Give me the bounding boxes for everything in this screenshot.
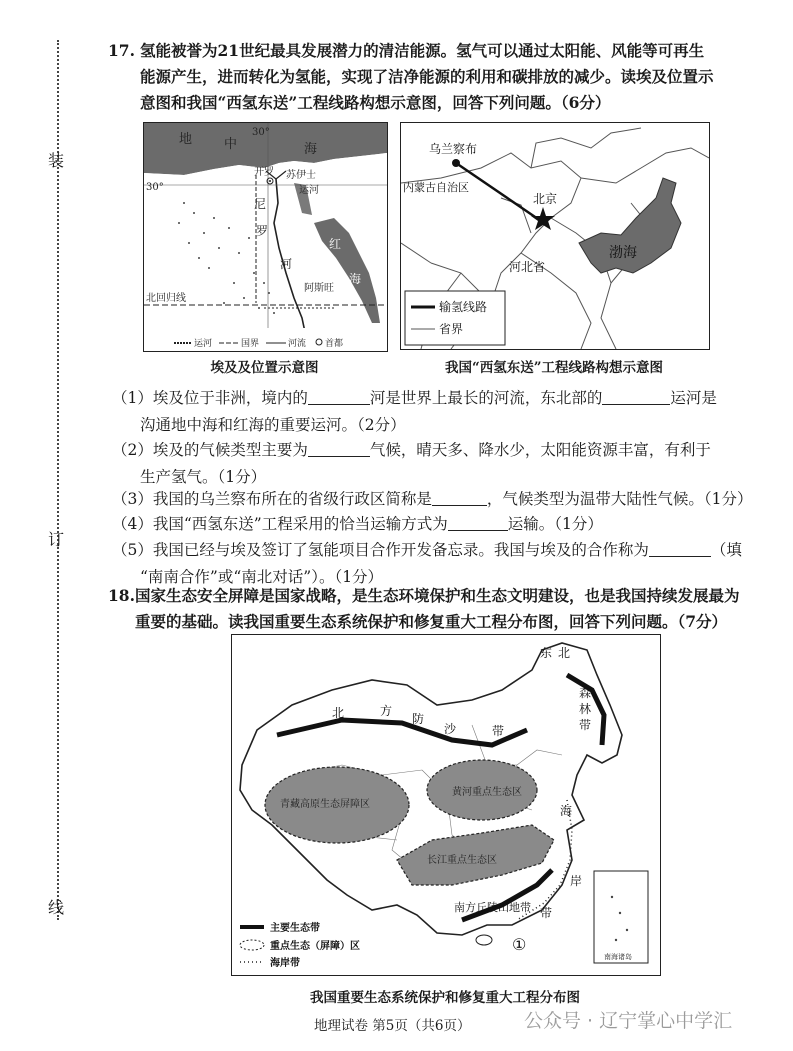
q17-1-text-d: 沟通地中海和红海的重要运河。（2分） xyxy=(140,416,406,434)
q17-3-text-a: （3）我国的乌兰察布所在的省级行政区简称是 xyxy=(112,490,432,508)
q17-2-blank[interactable] xyxy=(308,440,370,457)
west-hydrogen-east-map xyxy=(400,122,710,350)
q17-4-blank[interactable] xyxy=(448,514,508,531)
eco-legend-main-belt: 主要生态带 xyxy=(270,923,320,934)
q17-2-text-c: 生产氢气。（1分） xyxy=(140,468,267,486)
eco-legend-coast-belt: 海岸带 xyxy=(270,958,300,969)
q17-sub2 xyxy=(112,437,762,491)
egypt-label-hai2: 海 xyxy=(349,272,362,286)
eco-label-coast-2: 岸 xyxy=(570,874,583,888)
q18-intro-line: 国家生态安全屏障是国家战略，是生态环境保护和生态文明建设，也是我国持续发展最为 xyxy=(135,586,740,605)
q17-intro-line: 氢能被誉为21世纪最具发展潜力的清洁能源。氢气可以通过太阳能、风能等可再生 xyxy=(140,41,705,60)
q17-1-blank-b[interactable] xyxy=(602,388,670,405)
q17-sub4 xyxy=(112,511,762,538)
q17-5-blank[interactable] xyxy=(649,540,711,557)
egypt-label-hai: 海 xyxy=(304,142,318,157)
eco-label-north-belt-4: 沙 xyxy=(444,722,457,736)
egypt-label-cairo: 开罗 xyxy=(254,167,274,178)
egypt-label-luo: 罗 xyxy=(256,224,269,238)
china-label-inner-mongolia: 内蒙古自治区 xyxy=(403,181,469,194)
egypt-label-hong: 红 xyxy=(329,237,342,251)
eco-label-north-belt-3: 防 xyxy=(412,712,425,726)
q17-number: 17. xyxy=(108,41,135,60)
egypt-location-map xyxy=(143,122,388,352)
eco-label-southern-hills: 南方丘陵山地带 xyxy=(454,901,531,914)
eco-label-north-belt-5: 带 xyxy=(492,724,505,738)
q18-intro-line: 重要的基础。读我国重要生态系统保护和修复重大工程分布图，回答下列问题。（7分） xyxy=(135,612,728,631)
q17-5-text-c: “南南合作”或“南北对话”）。（1分） xyxy=(140,568,384,586)
q17-1-text-a: （1）埃及位于非洲，境内的 xyxy=(112,389,308,407)
egypt-legend-river: 河流 xyxy=(288,339,307,349)
china-hydrogen-map-svg xyxy=(401,123,709,349)
china-label-bohai: 渤海 xyxy=(609,245,637,261)
q17-1-text-b: 河是世界上最长的河流，东北部的 xyxy=(369,389,603,407)
eco-label-qinghai-tibet: 青藏高原生态屏障区 xyxy=(280,799,370,810)
ecology-project-map xyxy=(231,634,661,976)
eco-label-ne-belt-3: 森 xyxy=(579,686,592,700)
egypt-label-tropic: 北回归线 xyxy=(146,293,186,304)
eco-label-ne-belt-2: 北 xyxy=(558,646,571,660)
eco-legend-key-zone: 重点生态（屏障）区 xyxy=(270,941,360,952)
egypt-legend-canal: 运河 xyxy=(194,339,213,349)
egypt-map-svg xyxy=(144,123,387,351)
ecology-map-caption: 我国重要生态系统保护和修复重大工程分布图 xyxy=(310,990,580,1006)
binding-char-ding: 订 xyxy=(48,530,65,549)
egypt-label-yunhe: 运河 xyxy=(299,185,319,196)
china-label-ulanqab: 乌兰察布 xyxy=(429,142,478,156)
eco-label-coast-3: 带 xyxy=(540,906,553,920)
q18-intro xyxy=(135,583,775,635)
q17-intro-line: 意图和我国“西氢东送”工程线路构想示意图，回答下列问题。（6分） xyxy=(140,93,611,112)
q17-intro-line: 能源产生，进而转化为氢能，实现了洁净能源的利用和碳排放的减少。读埃及位置示 xyxy=(140,67,714,86)
q17-2-text-a: （2）埃及的气候类型主要为 xyxy=(112,441,308,459)
eco-label-yangtze: 长江重点生态区 xyxy=(427,855,497,866)
eco-label-ne-belt-5: 带 xyxy=(579,718,592,732)
q17-3-blank[interactable] xyxy=(432,489,487,506)
q17-5-text-a: （5）我国已经与埃及签订了氢能项目合作开发备忘录。我国与埃及的合作称为 xyxy=(112,541,649,559)
eco-label-south-sea: 南海诸岛 xyxy=(604,953,632,961)
q18-number: 18. xyxy=(108,586,135,605)
egypt-map-caption: 埃及及位置示意图 xyxy=(210,360,319,376)
egypt-label-he: 河 xyxy=(280,257,293,271)
page-footer: 地理试卷 第5页（共6页） xyxy=(314,1018,471,1034)
binding-char-xian: 线 xyxy=(48,898,65,917)
q17-5-text-b: （填 xyxy=(710,541,742,559)
q17-3-text-b: ，气候类型为温带大陆性气候。（1分） xyxy=(486,490,753,508)
china-map-caption: 我国“西氢东送”工程线路构想示意图 xyxy=(444,360,664,376)
ecology-map-svg xyxy=(232,635,660,975)
china-label-hebei: 河北省 xyxy=(509,260,546,274)
eco-label-north-belt-1: 北 xyxy=(332,706,345,720)
q17-2-text-b: 气候，晴天多、降水少，太阳能资源丰富，有利于 xyxy=(369,441,711,459)
egypt-label-lon30: 30° xyxy=(252,127,270,138)
china-label-beijing: 北京 xyxy=(533,192,558,206)
eco-label-coast-1: 海 xyxy=(560,804,573,818)
watermark: 公众号 · 辽宁掌心中学汇 xyxy=(524,1010,733,1032)
eco-label-yellow-river: 黄河重点生态区 xyxy=(452,787,522,798)
eco-label-north-belt-2: 方 xyxy=(380,704,393,718)
q17-1-text-c: 运河是 xyxy=(670,389,717,407)
q17-4-text-b: 运输。（1分） xyxy=(507,515,603,533)
q17-1-blank-a[interactable] xyxy=(308,388,370,405)
binding-char-zhuang: 装 xyxy=(48,151,65,170)
q17-sub1 xyxy=(112,385,762,439)
q17-sub3 xyxy=(112,486,772,513)
binding-dotted-line xyxy=(57,40,59,920)
egypt-label-zhong: 中 xyxy=(224,137,238,152)
egypt-label-suez: 苏伊士 xyxy=(286,170,316,181)
q17-4-text-a: （4）我国“西氢东送”工程采用的恰当运输方式为 xyxy=(112,515,448,533)
eco-label-ne-belt-4: 林 xyxy=(579,702,592,716)
egypt-label-ni: 尼 xyxy=(254,197,267,211)
eco-label-ne-belt-1: 东 xyxy=(540,646,553,660)
egypt-label-lat30: 30° xyxy=(146,182,164,193)
eco-label-circle-one: ① xyxy=(512,935,527,954)
china-legend-boundary: 省界 xyxy=(439,322,464,336)
egypt-label-aswan: 阿斯旺 xyxy=(304,283,334,294)
q17-intro xyxy=(140,38,760,116)
china-legend-pipeline: 输氢线路 xyxy=(439,300,488,314)
egypt-legend-capital: 首都 xyxy=(325,339,344,349)
egypt-label-di: 地 xyxy=(179,132,193,147)
egypt-legend-border: 国界 xyxy=(241,339,260,349)
